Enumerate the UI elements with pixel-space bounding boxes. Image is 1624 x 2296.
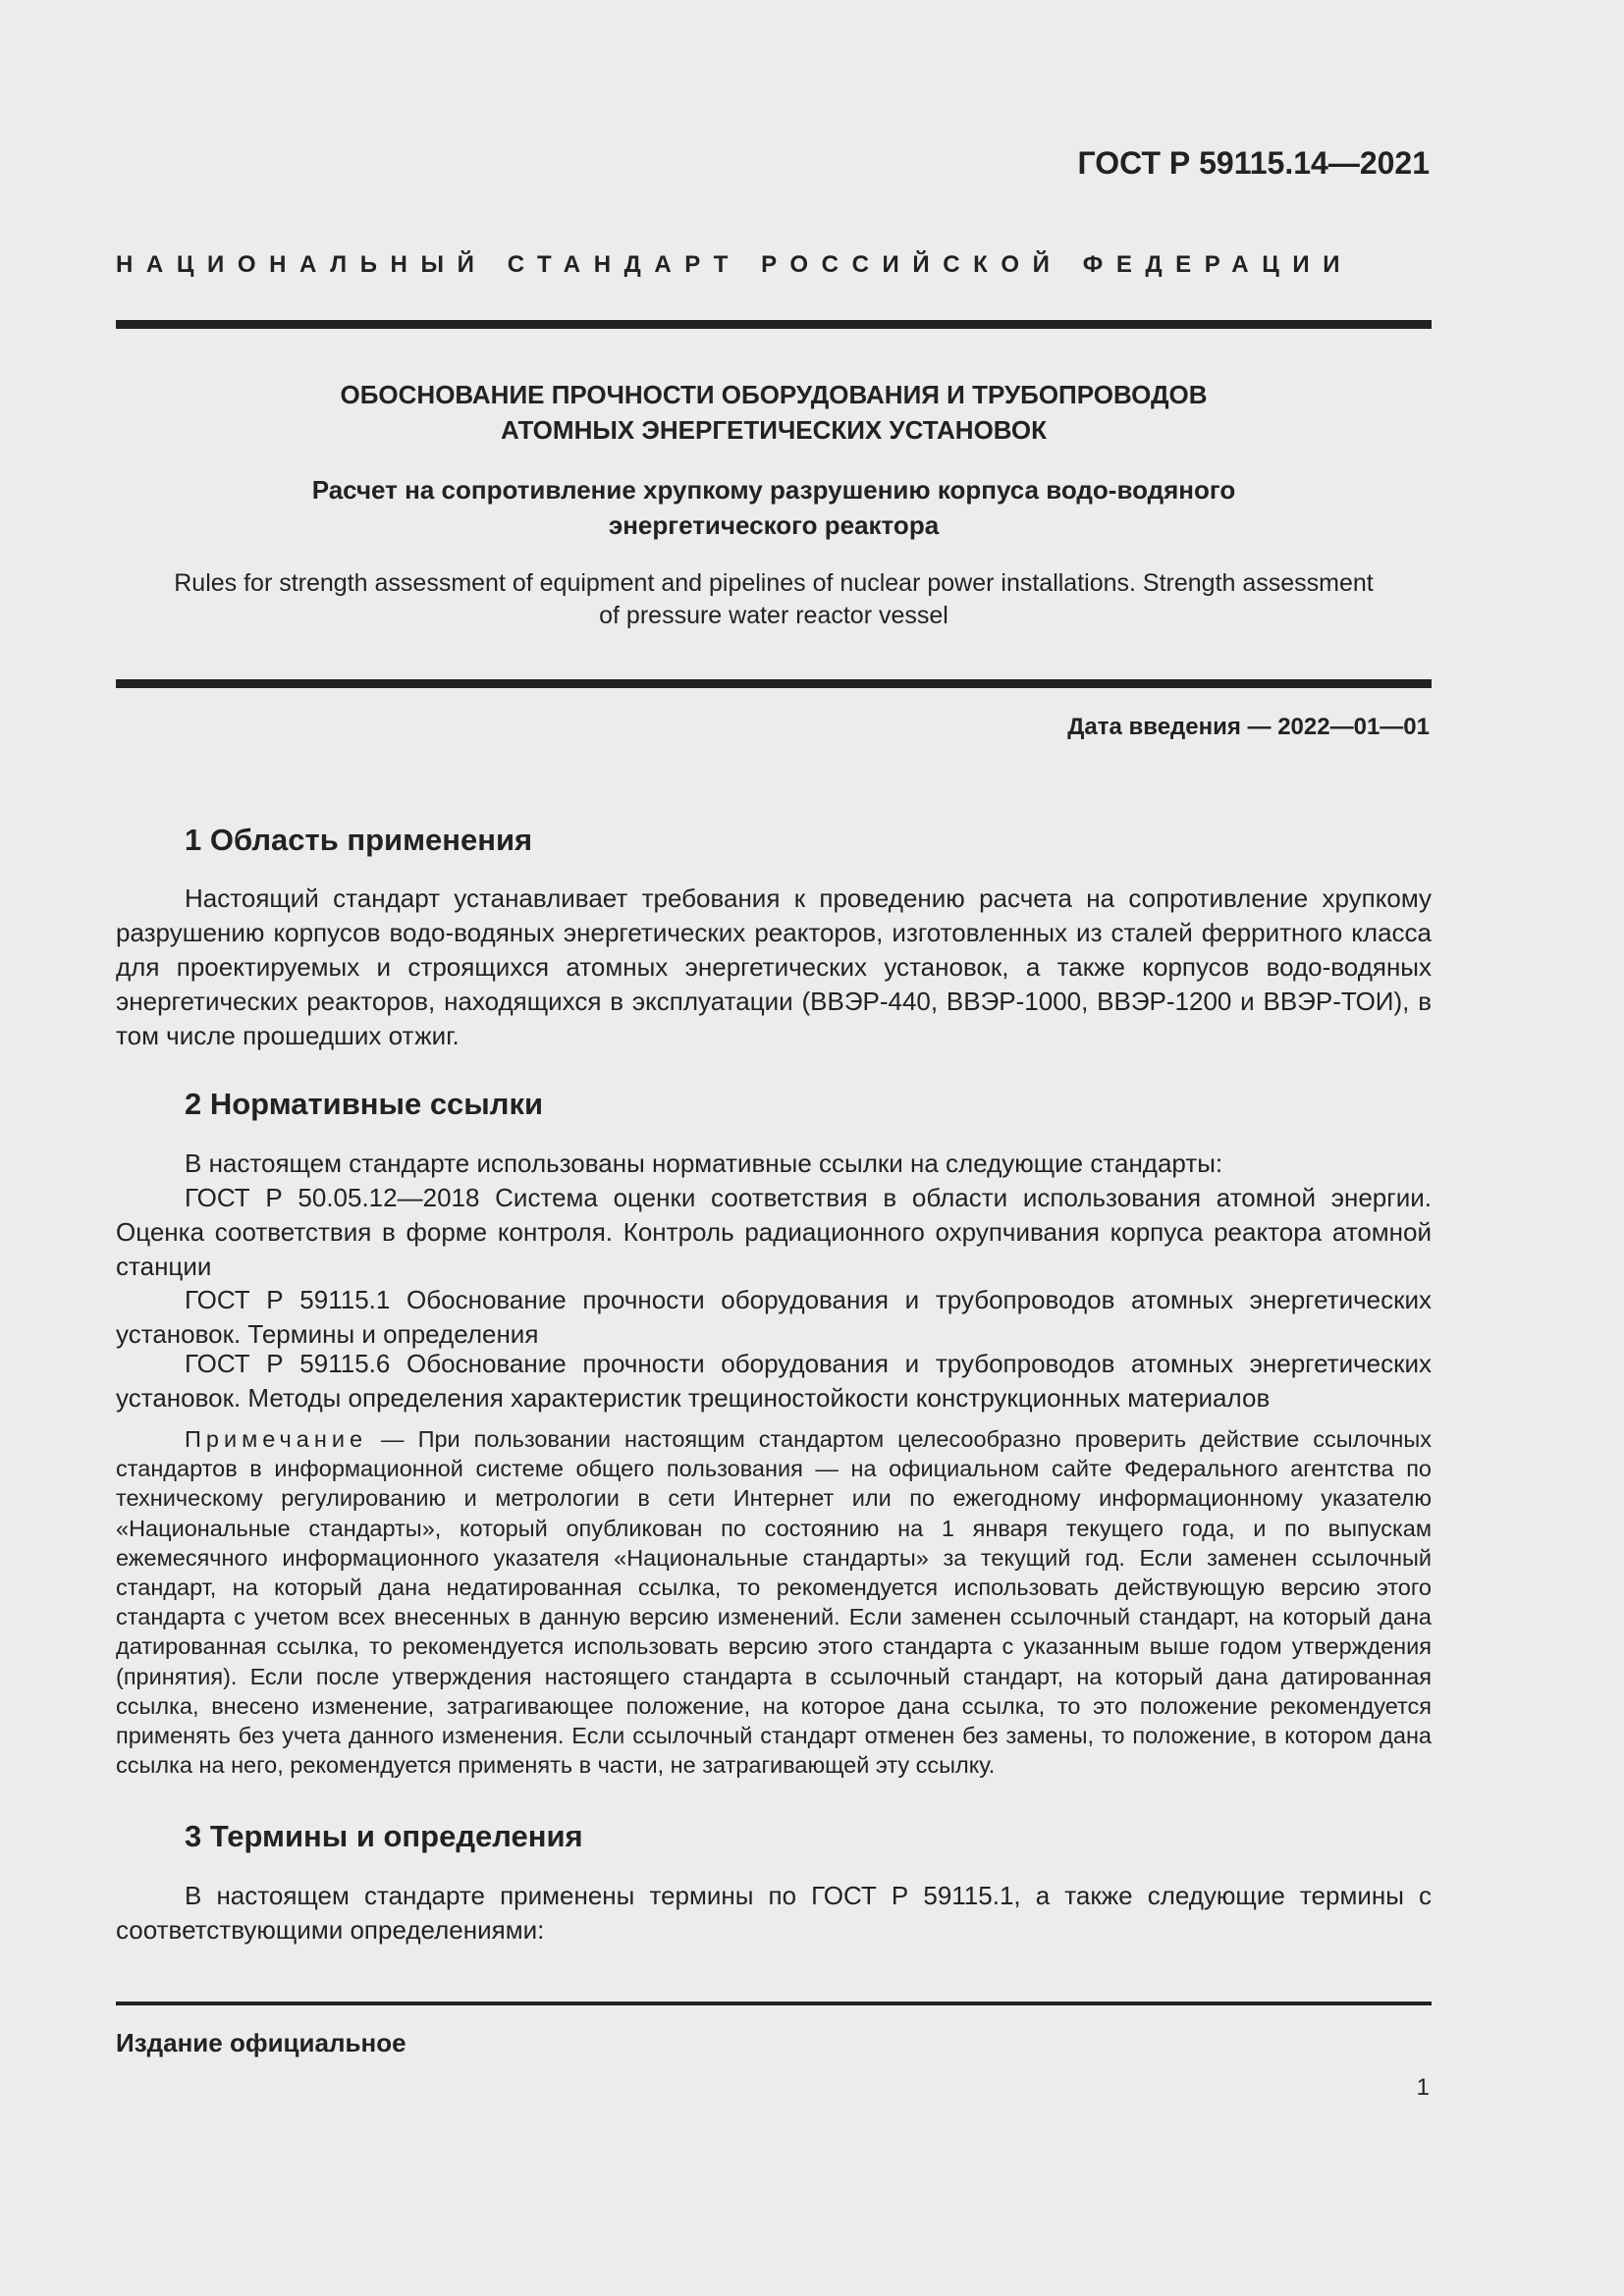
title-sub-line2: энергетического реактора (608, 510, 940, 540)
top-divider (116, 320, 1432, 329)
section2-intro: В настоящем стандарте использованы нормативные ссылки на следующие стандарты: (185, 1148, 1223, 1178)
section3-text: В настоящем стандарте применены термины по ГОСТ Р 59115.1, а также следующие термины с соответствующими определениями: (116, 1881, 1432, 1945)
gost-code: ГОСТ Р 59115.14—2021 (1077, 145, 1430, 181)
document-title (116, 377, 1432, 448)
note-text: — При пользовании настоящим стандартом целесообразно проверить действие ссылочных стандартов в информационной системе общего пользования — на официальном сайте Федерального агентства по техническому регулированию и метрологии в сети Интернет или по ежегодному информационному указателю «Национальные стандарты», который опубликован по состоянию на 1 января текущего года, и по выпускам ежемесячного информационного указателя «Национальные стандарты» за текущий год. Если заменен ссылочный стандарт, на который дана недатированная ссылка, то рекомендуется использовать действующую версию этого стандарта с учетом всех внесенных в данную версию изменений. Если заменен ссылочный стандарт, на который дана датированная ссылка, то рекомендуется использовать версию этого стандарта с указанным выше годом утверждения (принятия). Если после утверждения настоящего стандарта в ссылочный стандарт, на который дана датированная ссылка, внесено изменение, затрагивающее положение, на которое дана ссылка, то это положение рекомендуется применять без учета данного изменения. Если ссылочный стандарт отменен без замены, то положение, в котором дана ссылка на него, рекомендуется применять в части, не затрагивающей эту ссылку. (116, 1426, 1432, 1779)
section2-note (116, 1424, 1432, 1780)
section3-heading: 3 Термины и определения (185, 1819, 583, 1853)
section1-text: Настоящий стандарт устанавливает требования к проведению расчета на сопротивление хрупкому разрушению корпусов водо-водяных энергетических реакторов, изготовленных из сталей ферритного класса для проектируемых и строящихся атомных энергетических установок, а также корпусов водо-водяных энергетических реакторов, находящихся в эксплуатации (ВВЭР-440, ВВЭР-1000, ВВЭР-1200 и ВВЭР-ТОИ), в том числе прошедших отжиг. (116, 883, 1432, 1050)
english-title (116, 567, 1432, 632)
title-main-line2: АТОМНЫХ ЭНЕРГЕТИЧЕСКИХ УСТАНОВОК (500, 415, 1048, 445)
reference-gost-59115-1: ГОСТ Р 59115.1 Обоснование прочности оборудования и трубопроводов атомных энергетических установок. Термины и определения (116, 1285, 1432, 1349)
title-divider (116, 679, 1432, 688)
national-standard-banner: НАЦИОНАЛЬНЫЙ СТАНДАРТ РОССИЙСКОЙ ФЕДЕРАЦИИ (116, 251, 1354, 278)
title-en-line1: Rules for strength assessment of equipment and pipelines of nuclear power installations. Strength assessment (174, 569, 1374, 597)
edition-label: Издание официальное (116, 2028, 406, 2057)
title-sub-line1: Расчет на сопротивление хрупкому разрушению корпуса водо-водяного (311, 475, 1236, 505)
reference-gost-59115-6: ГОСТ Р 59115.6 Обоснование прочности оборудования и трубопроводов атомных энергетических установок. Методы определения характеристик трещиностойкости конструкционных материалов (116, 1349, 1432, 1413)
reference-gost-50-05-12: ГОСТ Р 50.05.12—2018 Система оценки соответствия в области использования атомной энергии. Оценка соответствия в форме контроля. Контроль радиационного охрупчивания корпуса реактора атомной станции (116, 1183, 1432, 1281)
section2-heading: 2 Нормативные ссылки (185, 1087, 544, 1121)
note-label: Примечание (185, 1426, 368, 1452)
page-number: 1 (1416, 2074, 1430, 2101)
introduction-date: Дата введения — 2022—01—01 (1067, 714, 1430, 740)
section1-heading: 1 Область применения (185, 823, 533, 857)
title-en-line2: of pressure water reactor vessel (599, 602, 948, 629)
footer-divider (116, 2002, 1432, 2005)
title-main-line1: ОБОСНОВАНИЕ ПРОЧНОСТИ ОБОРУДОВАНИЯ И ТРУБОПРОВОДОВ (340, 380, 1208, 409)
document-subtitle (116, 472, 1432, 543)
